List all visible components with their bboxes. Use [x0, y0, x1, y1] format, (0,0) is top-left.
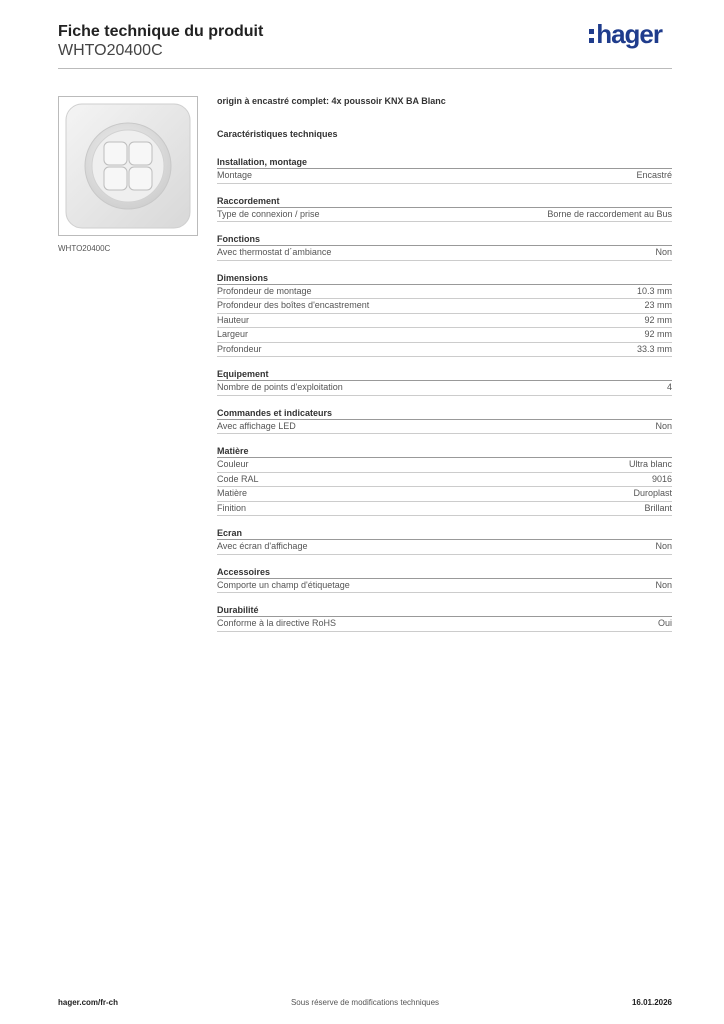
spec-label: Profondeur	[217, 343, 262, 354]
spec-label: Couleur	[217, 459, 249, 469]
spec-value: 33.3 mm	[636, 343, 672, 354]
footer-website-link[interactable]: hager.com/fr-ch	[58, 998, 119, 1007]
spec-row	[217, 487, 672, 502]
spec-section-title: Equipement	[217, 368, 672, 381]
spec-content	[217, 96, 672, 632]
spec-section-title: Matière	[217, 445, 672, 458]
product-description: origin à encastré complet: 4x poussoir KNX BA Blanc	[217, 96, 446, 106]
spec-value: Encastré	[636, 170, 672, 180]
spec-section	[217, 407, 672, 435]
spec-value: Duroplast	[633, 488, 672, 498]
spec-value: 4	[666, 382, 672, 392]
spec-section	[217, 527, 672, 555]
spec-label: Finition	[217, 502, 247, 513]
spec-value: Non	[655, 420, 672, 431]
spec-label: Code RAL	[217, 473, 259, 484]
image-caption: WHTO20400C	[58, 244, 111, 253]
spec-row	[217, 169, 672, 184]
spec-section	[217, 156, 672, 184]
spec-section-title: Fonctions	[217, 233, 672, 246]
spec-value: 92 mm	[644, 314, 672, 325]
spec-row	[217, 473, 672, 488]
spec-label: Avec thermostat d´ambiance	[217, 247, 332, 257]
spec-section	[217, 445, 672, 516]
spec-row	[217, 540, 672, 555]
spec-value: Non	[655, 579, 672, 590]
spec-label: Type de connexion / prise	[217, 208, 320, 219]
knx-pushbutton-illustration	[60, 98, 196, 234]
spec-row	[217, 314, 672, 329]
spec-row	[217, 328, 672, 343]
spec-value: Ultra blanc	[628, 459, 672, 469]
product-code: WHTO20400C	[58, 42, 163, 59]
spec-section-title: Raccordement	[217, 195, 672, 208]
spec-section	[217, 195, 672, 223]
spec-section-title: Accessoires	[217, 566, 672, 579]
spec-row	[217, 420, 672, 435]
spec-value: Non	[655, 247, 672, 257]
spec-row	[217, 246, 672, 261]
spec-section-title: Dimensions	[217, 272, 672, 285]
spec-label: Avec affichage LED	[217, 420, 296, 431]
spec-value: Brillant	[644, 502, 672, 513]
page-title: Fiche technique du produit	[58, 23, 264, 40]
spec-value: 92 mm	[644, 329, 672, 339]
spec-label: Hauteur	[217, 314, 250, 325]
product-image	[58, 96, 198, 236]
spec-label: Nombre de points d'exploitation	[217, 382, 343, 392]
spec-section-title: Installation, montage	[217, 156, 672, 169]
header-divider	[58, 68, 672, 69]
spec-value: 9016	[651, 473, 672, 484]
spec-section	[217, 368, 672, 396]
spec-label: Avec écran d'affichage	[217, 541, 308, 551]
spec-label: Largeur	[217, 329, 249, 339]
spec-row	[217, 617, 672, 632]
spec-value: Oui	[657, 618, 672, 628]
spec-section	[217, 272, 672, 358]
spec-row	[217, 381, 672, 396]
spec-row	[217, 343, 672, 358]
logo-text: hager	[596, 19, 662, 49]
hager-logo	[589, 19, 662, 49]
footer-note: Sous réserve de modifications techniques	[290, 998, 440, 1007]
spec-label: Matière	[217, 488, 248, 498]
spec-value: 23 mm	[644, 300, 672, 310]
footer-date: 16.01.2026	[631, 998, 672, 1007]
spec-label: Comporte un champ d'étiquetage	[217, 579, 350, 590]
spec-section-title: Commandes et indicateurs	[217, 407, 672, 420]
page-header	[58, 19, 672, 60]
spec-label: Profondeur des boîtes d'encastrement	[217, 300, 370, 310]
spec-section	[217, 233, 672, 261]
spec-label: Profondeur de montage	[217, 285, 312, 296]
spec-sections	[217, 156, 672, 632]
spec-row	[217, 299, 672, 314]
spec-row	[217, 579, 672, 594]
spec-section-title: Ecran	[217, 527, 672, 540]
specs-heading: Caractéristiques techniques	[217, 129, 338, 139]
logo-colon-icon	[589, 29, 594, 43]
spec-row	[217, 458, 672, 473]
spec-section-title: Durabilité	[217, 604, 672, 617]
spec-value: 10.3 mm	[636, 285, 672, 296]
spec-row	[217, 208, 672, 223]
spec-section	[217, 604, 672, 632]
spec-value: Borne de raccordement au Bus	[547, 208, 672, 219]
spec-section	[217, 566, 672, 594]
spec-row	[217, 502, 672, 517]
spec-label: Conforme à la directive RoHS	[217, 618, 337, 628]
spec-label: Montage	[217, 170, 253, 180]
spec-value: Non	[655, 541, 672, 551]
spec-row	[217, 285, 672, 300]
